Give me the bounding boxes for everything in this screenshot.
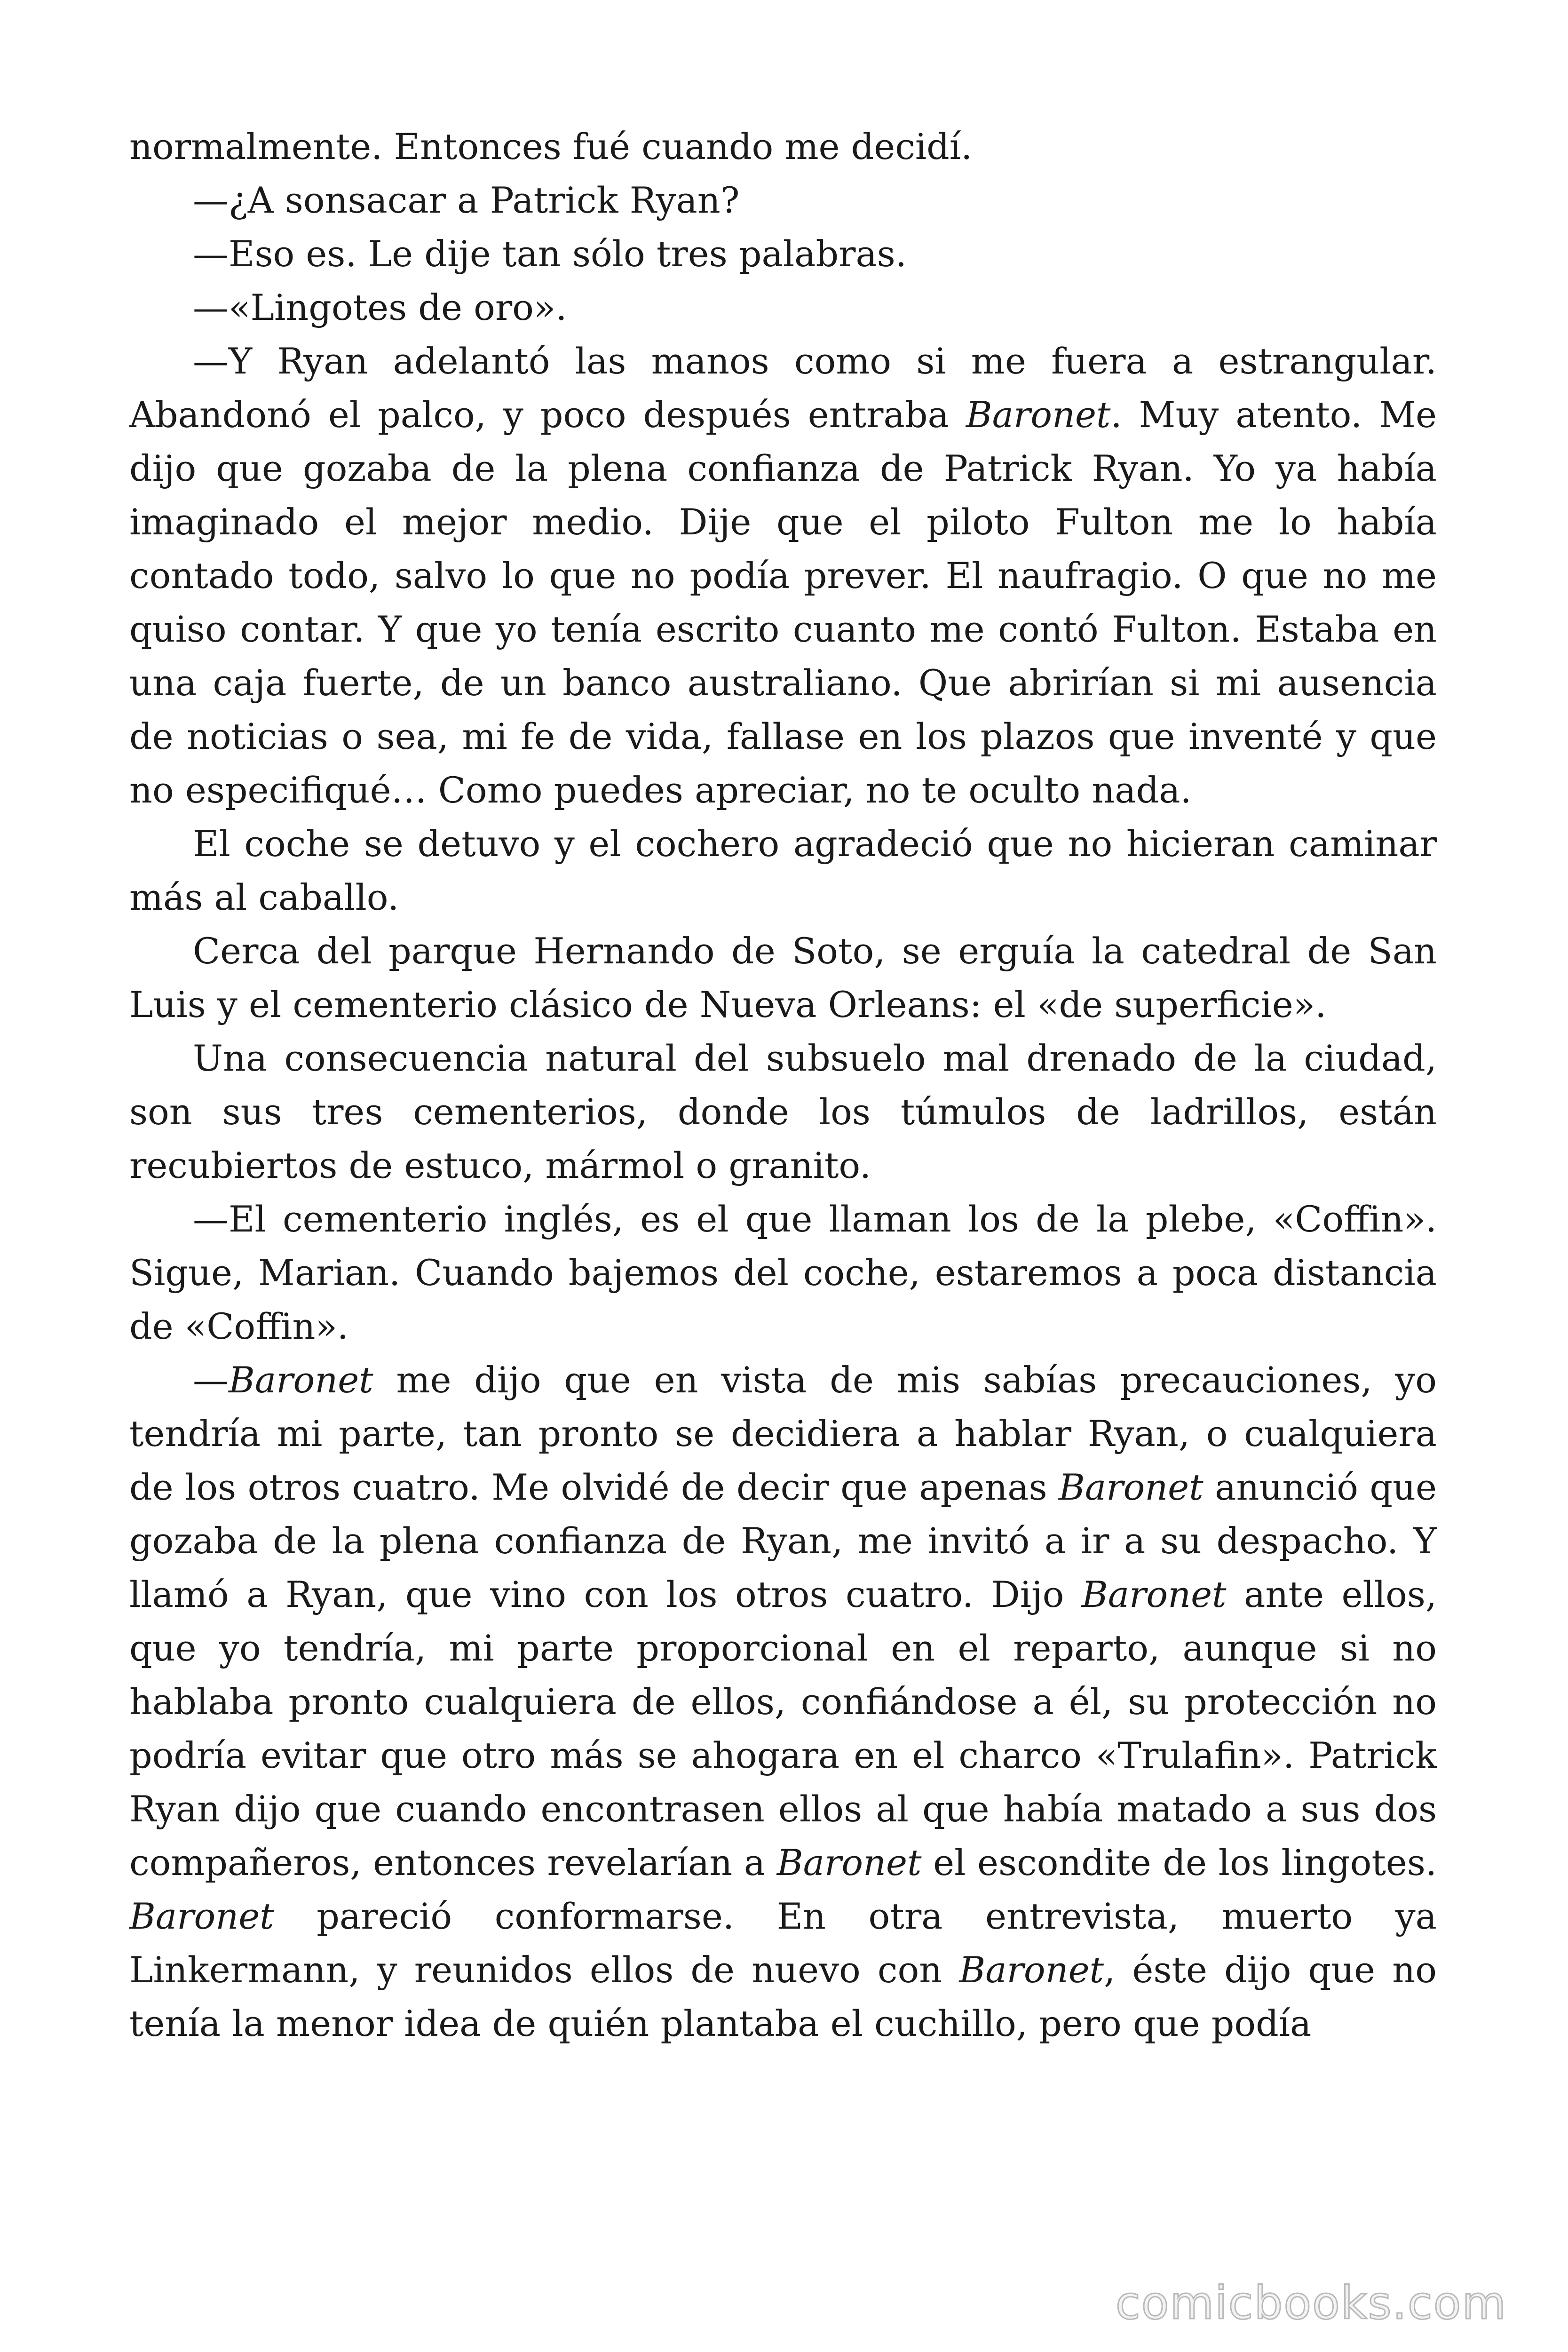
watermark: comicbooks.com	[1115, 2277, 1507, 2329]
text-segment: me dijo que en vista de mis sabías precauciones, yo tendría mi parte, tan pronto se decidiera a hablar Ryan, o cualquiera de los otros cuatro. Me olvidé de decir que apenas	[129, 1359, 1437, 1508]
text-segment: —El cementerio inglés, es el que llaman los de la plebe, «Coffin». Sigue, Marian. Cuando bajemos del coche, estaremos a poca distancia de «Coffin».	[129, 1198, 1437, 1347]
paragraph	[129, 334, 1437, 817]
paragraph	[129, 1032, 1437, 1192]
text-segment: Una consecuencia natural del subsuelo mal drenado de la ciudad, son sus tres cementerios, donde los túmulos de ladrillos, están recubiertos de estuco, mármol o granito.	[129, 1037, 1437, 1186]
text-segment: —¿A sonsacar a Patrick Ryan?	[193, 179, 740, 221]
body-text	[129, 120, 1437, 2050]
text-segment: , éste dijo que no tenía la menor idea de quién plantaba el cuchillo, pero que podía	[129, 1949, 1437, 2044]
italic-text: Baronet	[776, 1842, 922, 1883]
text-segment: pareció conformarse. En otra entrevista, muerto ya Linkermann, y reunidos ellos de nuevo con	[129, 1895, 1437, 1991]
text-segment: el escondite de los lingotes.	[921, 1842, 1437, 1883]
paragraph	[129, 174, 1437, 227]
italic-text: Baronet	[1081, 1573, 1227, 1615]
text-segment: . Muy atento. Me dijo que gozaba de la plena confianza de Patrick Ryan. Yo ya había imaginado el mejor medio. Dije que el piloto Fulton me lo había contado todo, salvo lo que no podía prever. El naufragio. O que no me quiso contar. Y que yo tenía escrito cuanto me contó Fulton. Estaba en una caja fuerte, de un banco australiano. Que abrirían si mi ausencia de noticias o sea, mi fe de vida, fallase en los plazos que inventé y que no especifiqué… Como puedes apreciar, no te oculto nada.	[129, 394, 1437, 811]
text-segment: ante ellos, que yo tendría, mi parte proporcional en el reparto, aunque si no hablaba pronto cualquiera de ellos, confiándose a él, su protección no podría evitar que otro más se ahogara en el charco «Trulafin». Patrick Ryan dijo que cuando encontrasen ellos al que había matado a sus dos compañeros, entonces revelarían a	[129, 1573, 1437, 1883]
text-segment: —	[193, 1359, 229, 1401]
paragraph	[129, 1192, 1437, 1353]
italic-text: Baronet	[229, 1359, 373, 1401]
paragraph	[129, 281, 1437, 334]
italic-text: Baronet	[129, 1895, 274, 1937]
text-segment: normalmente. Entonces fué cuando me decidí.	[129, 126, 973, 167]
text-segment: —«Lingotes de oro».	[193, 286, 567, 328]
italic-text: Baronet	[959, 1949, 1104, 1991]
italic-text: Baronet	[966, 394, 1111, 436]
text-segment: Cerca del parque Hernando de Soto, se erguía la catedral de San Luis y el cementerio clásico de Nueva Orleans: el «de superficie».	[129, 930, 1437, 1025]
text-segment: —Y Ryan adelantó las manos como si me fuera a estrangular. Abandonó el palco, y poco después entraba	[129, 340, 1437, 436]
text-segment: —Eso es. Le dije tan sólo tres palabras.	[193, 233, 907, 275]
text-segment: anunció que gozaba de la plena confianza de Ryan, me invitó a ir a su despacho. Y llamó a Ryan, que vino con los otros cuatro. Dijo	[129, 1466, 1437, 1615]
text-segment: El coche se detuvo y el cochero agradeció que no hicieran caminar más al caballo.	[129, 823, 1437, 918]
paragraph	[129, 120, 1437, 174]
paragraph	[129, 924, 1437, 1032]
paragraph	[129, 1353, 1437, 2050]
italic-text: Baronet	[1058, 1466, 1204, 1508]
paragraph	[129, 227, 1437, 281]
paragraph	[129, 817, 1437, 924]
